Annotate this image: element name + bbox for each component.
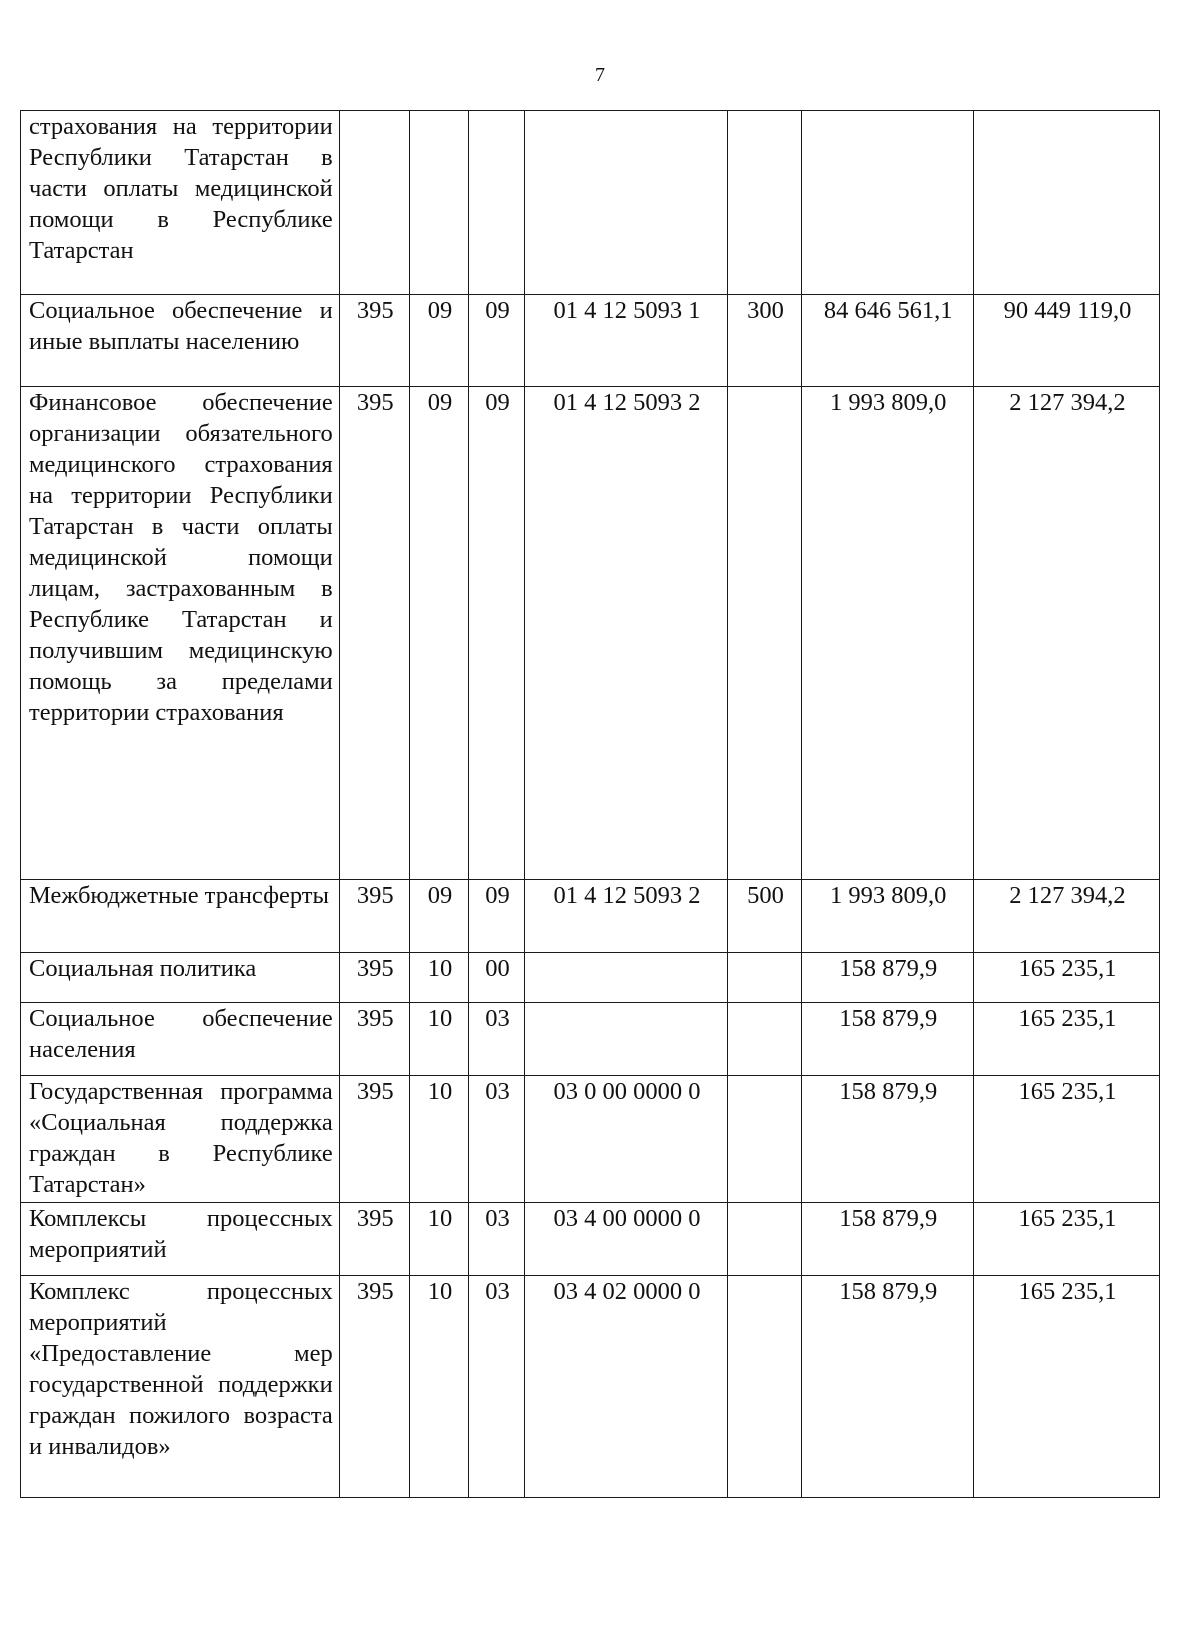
row-name: страхования на территории Республики Татарстан в части оплаты медицинской помощи в Республике Татарстан — [21, 111, 340, 295]
row-section: 10 — [409, 1003, 469, 1076]
row-expense-type — [728, 1076, 801, 1203]
row-target: 03 4 00 0000 0 — [524, 1203, 728, 1276]
row-year1: 158 879,9 — [801, 953, 973, 1003]
row-subsection: 03 — [469, 1203, 524, 1276]
row-name: Государственная программа «Социальная поддержка граждан в Республике Татарстан» — [21, 1076, 340, 1203]
row-name: Комплексы процессных мероприятий — [21, 1203, 340, 1276]
row-subsection: 03 — [469, 1276, 524, 1498]
row-section: 10 — [409, 1203, 469, 1276]
table-row — [21, 387, 1160, 880]
row-section: 09 — [409, 387, 469, 880]
row-year1: 84 646 561,1 — [801, 295, 973, 387]
row-subsection: 09 — [469, 880, 524, 953]
row-target — [524, 953, 728, 1003]
row-code: 395 — [339, 953, 409, 1003]
row-section — [409, 111, 469, 295]
row-year1: 158 879,9 — [801, 1276, 973, 1498]
row-section: 09 — [409, 295, 469, 387]
row-year1: 158 879,9 — [801, 1076, 973, 1203]
row-name: Межбюджетные трансферты — [21, 880, 340, 953]
row-name: Финансовое обеспечение организации обязательного медицинского страхования на территории Республики Татарстан в части оплаты медицинской помощи лицам, застрахованным в Республике Татарстан и получившим медицинскую помощь за пределами территории страхования — [21, 387, 340, 880]
row-year1 — [801, 111, 973, 295]
row-subsection: 03 — [469, 1076, 524, 1203]
row-section: 10 — [409, 1076, 469, 1203]
row-section: 10 — [409, 953, 469, 1003]
row-target: 03 0 00 0000 0 — [524, 1076, 728, 1203]
row-name: Социальное обеспечение населения — [21, 1003, 340, 1076]
row-year1: 1 993 809,0 — [801, 387, 973, 880]
row-expense-type — [728, 1203, 801, 1276]
table-row — [21, 1203, 1160, 1276]
table-row — [21, 880, 1160, 953]
row-year2: 165 235,1 — [973, 953, 1159, 1003]
row-expense-type: 500 — [728, 880, 801, 953]
row-name: Комплекс процессных мероприятий «Предоставление мер государственной поддержки граждан пожилого возраста и инвалидов» — [21, 1276, 340, 1498]
row-expense-type — [728, 1276, 801, 1498]
row-code — [339, 111, 409, 295]
row-subsection: 09 — [469, 387, 524, 880]
table-row — [21, 1276, 1160, 1498]
row-target: 01 4 12 5093 1 — [524, 295, 728, 387]
row-subsection: 00 — [469, 953, 524, 1003]
row-expense-type — [728, 953, 801, 1003]
budget-table — [20, 110, 1160, 1498]
table-row — [21, 1076, 1160, 1203]
row-code: 395 — [339, 880, 409, 953]
row-year2: 165 235,1 — [973, 1276, 1159, 1498]
row-year2 — [973, 111, 1159, 295]
row-year2: 165 235,1 — [973, 1076, 1159, 1203]
row-subsection — [469, 111, 524, 295]
row-year2: 2 127 394,2 — [973, 880, 1159, 953]
row-target: 01 4 12 5093 2 — [524, 387, 728, 880]
row-name: Социальное обеспечение и иные выплаты населению — [21, 295, 340, 387]
row-year2: 2 127 394,2 — [973, 387, 1159, 880]
row-year2: 165 235,1 — [973, 1203, 1159, 1276]
row-expense-type — [728, 111, 801, 295]
row-code: 395 — [339, 1276, 409, 1498]
row-subsection: 09 — [469, 295, 524, 387]
table-row — [21, 295, 1160, 387]
row-year1: 1 993 809,0 — [801, 880, 973, 953]
row-year2: 90 449 119,0 — [973, 295, 1159, 387]
row-expense-type — [728, 1003, 801, 1076]
page-number: 7 — [595, 64, 605, 86]
table-row — [21, 111, 1160, 295]
row-expense-type: 300 — [728, 295, 801, 387]
row-year1: 158 879,9 — [801, 1203, 973, 1276]
row-code: 395 — [339, 1203, 409, 1276]
row-code: 395 — [339, 387, 409, 880]
table-row — [21, 1003, 1160, 1076]
row-code: 395 — [339, 1003, 409, 1076]
row-code: 395 — [339, 295, 409, 387]
row-target: 03 4 02 0000 0 — [524, 1276, 728, 1498]
row-section: 09 — [409, 880, 469, 953]
row-expense-type — [728, 387, 801, 880]
row-code: 395 — [339, 1076, 409, 1203]
row-year1: 158 879,9 — [801, 1003, 973, 1076]
row-section: 10 — [409, 1276, 469, 1498]
row-target — [524, 111, 728, 295]
row-target — [524, 1003, 728, 1076]
row-year2: 165 235,1 — [973, 1003, 1159, 1076]
table-row — [21, 953, 1160, 1003]
row-name: Социальная политика — [21, 953, 340, 1003]
row-target: 01 4 12 5093 2 — [524, 880, 728, 953]
row-subsection: 03 — [469, 1003, 524, 1076]
